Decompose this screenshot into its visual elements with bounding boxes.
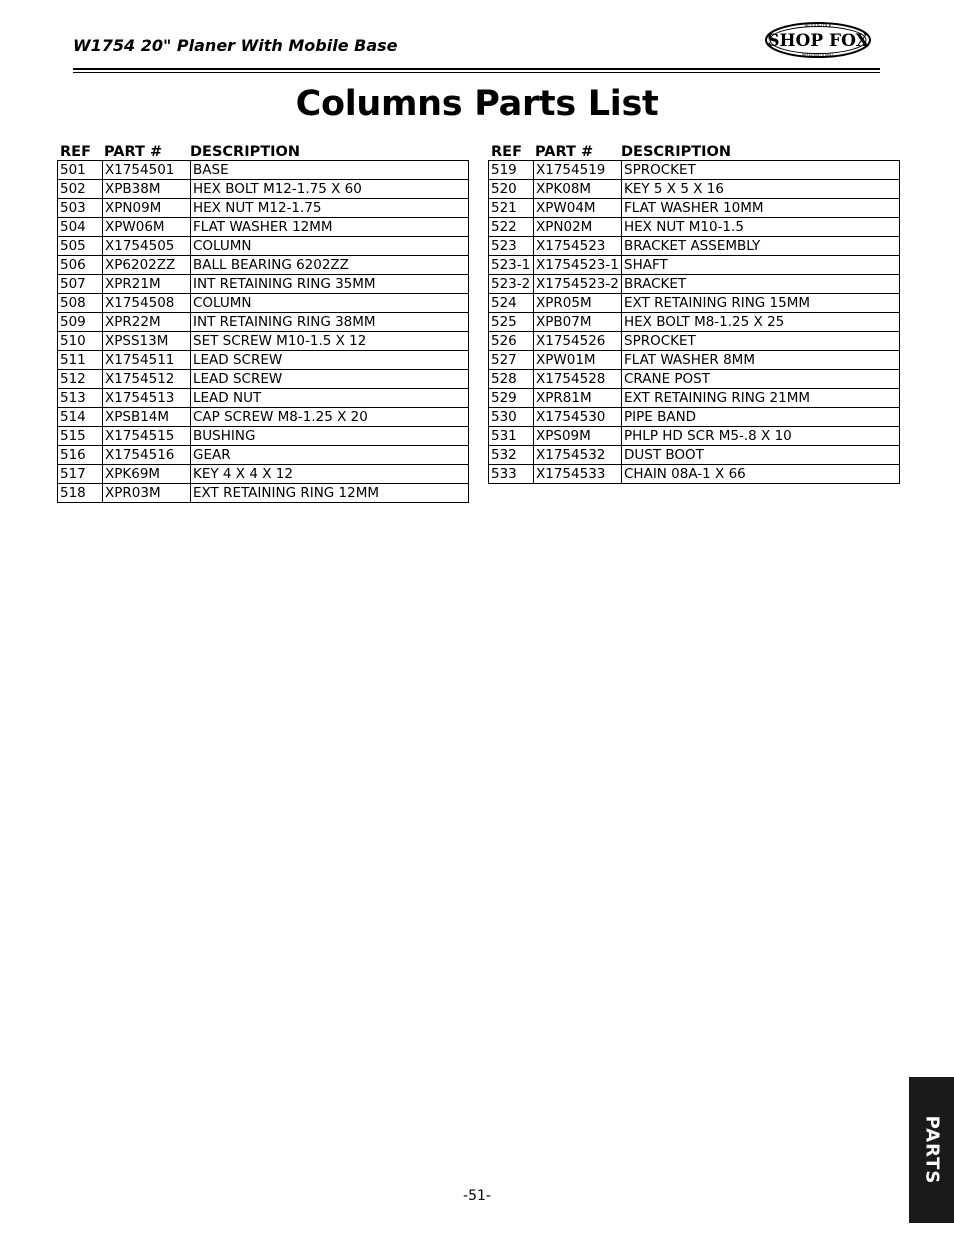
cell-ref: 528 xyxy=(489,370,534,389)
cell-desc: FLAT WASHER 8MM xyxy=(622,351,900,370)
table-body xyxy=(489,161,900,484)
cell-part: XPN02M xyxy=(534,218,622,237)
cell-ref: 502 xyxy=(58,180,103,199)
cell-part: X1754523-1 xyxy=(534,256,622,275)
table-row xyxy=(58,218,469,237)
table-row xyxy=(58,446,469,465)
table-row xyxy=(58,408,469,427)
cell-ref: 512 xyxy=(58,370,103,389)
cell-desc: COLUMN xyxy=(191,294,469,313)
cell-desc: LEAD SCREW xyxy=(191,351,469,370)
cell-desc: HEX BOLT M12-1.75 X 60 xyxy=(191,180,469,199)
cell-part: XPN09M xyxy=(103,199,191,218)
table-body xyxy=(58,161,469,503)
cell-part: XPR03M xyxy=(103,484,191,503)
cell-ref: 526 xyxy=(489,332,534,351)
cell-desc: FLAT WASHER 10MM xyxy=(622,199,900,218)
logo-small-bottom: INTERNATIONAL xyxy=(801,53,835,58)
cell-desc: SHAFT xyxy=(622,256,900,275)
cell-part: XPW04M xyxy=(534,199,622,218)
table-row xyxy=(489,294,900,313)
table-row xyxy=(489,218,900,237)
cell-part: X1754508 xyxy=(103,294,191,313)
parts-table-right xyxy=(488,140,900,484)
table-row xyxy=(489,199,900,218)
cell-desc: HEX NUT M12-1.75 xyxy=(191,199,469,218)
cell-desc: BASE xyxy=(191,161,469,180)
cell-ref: 530 xyxy=(489,408,534,427)
table-header xyxy=(57,140,469,160)
cell-ref: 503 xyxy=(58,199,103,218)
cell-ref: 514 xyxy=(58,408,103,427)
cell-ref: 529 xyxy=(489,389,534,408)
cell-desc: INT RETAINING RING 35MM xyxy=(191,275,469,294)
table-row xyxy=(58,427,469,446)
cell-desc: EXT RETAINING RING 21MM xyxy=(622,389,900,408)
cell-part: XPB07M xyxy=(534,313,622,332)
cell-desc: BRACKET ASSEMBLY xyxy=(622,237,900,256)
cell-part: X1754512 xyxy=(103,370,191,389)
table-row xyxy=(58,351,469,370)
cell-part: XPR22M xyxy=(103,313,191,332)
cell-desc: HEX NUT M10-1.5 xyxy=(622,218,900,237)
cell-part: XPR81M xyxy=(534,389,622,408)
cell-ref: 523 xyxy=(489,237,534,256)
cell-desc: BUSHING xyxy=(191,427,469,446)
cell-part: XPR05M xyxy=(534,294,622,313)
cell-ref: 511 xyxy=(58,351,103,370)
header-rule-thin xyxy=(73,72,880,73)
cell-ref: 524 xyxy=(489,294,534,313)
cell-desc: GEAR xyxy=(191,446,469,465)
header-rule xyxy=(73,68,880,70)
shop-fox-logo xyxy=(764,20,872,60)
col-ref-header: REF xyxy=(60,144,91,160)
cell-part: XPB38M xyxy=(103,180,191,199)
cell-desc: COLUMN xyxy=(191,237,469,256)
table-row xyxy=(58,180,469,199)
document-title: W1754 20" Planer With Mobile Base xyxy=(73,36,398,55)
table-row xyxy=(58,237,469,256)
table-row xyxy=(489,161,900,180)
table-row xyxy=(58,199,469,218)
page-title: Columns Parts List xyxy=(295,84,659,124)
col-part-header: PART # xyxy=(104,144,163,160)
cell-part: X1754530 xyxy=(534,408,622,427)
col-part-header: PART # xyxy=(535,144,594,160)
cell-ref: 531 xyxy=(489,427,534,446)
cell-desc: PIPE BAND xyxy=(622,408,900,427)
cell-desc: HEX BOLT M8-1.25 X 25 xyxy=(622,313,900,332)
col-desc-header: DESCRIPTION xyxy=(621,144,731,160)
cell-part: X1754533 xyxy=(534,465,622,484)
logo-text: SHOP FOX xyxy=(767,31,869,51)
cell-part: X1754523-2 xyxy=(534,275,622,294)
cell-part: XPK08M xyxy=(534,180,622,199)
table-row xyxy=(489,408,900,427)
cell-part: X1754513 xyxy=(103,389,191,408)
table-row xyxy=(489,275,900,294)
cell-part: XPSB14M xyxy=(103,408,191,427)
table-row xyxy=(58,465,469,484)
table-row xyxy=(489,370,900,389)
cell-desc: KEY 5 X 5 X 16 xyxy=(622,180,900,199)
cell-ref: 508 xyxy=(58,294,103,313)
cell-desc: SET SCREW M10-1.5 X 12 xyxy=(191,332,469,351)
cell-desc: CAP SCREW M8-1.25 X 20 xyxy=(191,408,469,427)
cell-ref: 533 xyxy=(489,465,534,484)
cell-part: X1754523 xyxy=(534,237,622,256)
cell-part: X1754511 xyxy=(103,351,191,370)
table-row xyxy=(58,161,469,180)
cell-part: X1754528 xyxy=(534,370,622,389)
cell-part: X1754532 xyxy=(534,446,622,465)
cell-desc: BRACKET xyxy=(622,275,900,294)
cell-desc: DUST BOOT xyxy=(622,446,900,465)
table-row xyxy=(489,332,900,351)
cell-ref: 501 xyxy=(58,161,103,180)
cell-ref: 518 xyxy=(58,484,103,503)
cell-desc: CHAIN 08A-1 X 66 xyxy=(622,465,900,484)
table-row xyxy=(489,351,900,370)
table-row xyxy=(489,256,900,275)
cell-part: X1754526 xyxy=(534,332,622,351)
table-row xyxy=(489,237,900,256)
table-row xyxy=(58,313,469,332)
table-header xyxy=(488,140,900,160)
cell-ref: 504 xyxy=(58,218,103,237)
table-row xyxy=(489,446,900,465)
cell-ref: 506 xyxy=(58,256,103,275)
cell-part: XPR21M xyxy=(103,275,191,294)
cell-desc: EXT RETAINING RING 12MM xyxy=(191,484,469,503)
cell-ref: 515 xyxy=(58,427,103,446)
table-row xyxy=(489,465,900,484)
table-row xyxy=(489,180,900,199)
table-row xyxy=(58,256,469,275)
table-row xyxy=(58,332,469,351)
cell-desc: PHLP HD SCR M5-.8 X 10 xyxy=(622,427,900,446)
table-row xyxy=(489,313,900,332)
page-number: -51- xyxy=(463,1188,491,1204)
cell-desc: KEY 4 X 4 X 12 xyxy=(191,465,469,484)
cell-ref: 532 xyxy=(489,446,534,465)
table-row xyxy=(58,484,469,503)
cell-ref: 516 xyxy=(58,446,103,465)
cell-desc: SPROCKET xyxy=(622,161,900,180)
cell-ref: 523-1 xyxy=(489,256,534,275)
cell-ref: 523-2 xyxy=(489,275,534,294)
cell-part: XPSS13M xyxy=(103,332,191,351)
cell-ref: 509 xyxy=(58,313,103,332)
parts-table-left xyxy=(57,140,469,503)
cell-ref: 513 xyxy=(58,389,103,408)
cell-desc: EXT RETAINING RING 15MM xyxy=(622,294,900,313)
cell-part: X1754501 xyxy=(103,161,191,180)
cell-part: XPK69M xyxy=(103,465,191,484)
logo-small-top: WOODSTOCK xyxy=(804,23,832,28)
cell-desc: CRANE POST xyxy=(622,370,900,389)
cell-desc: SPROCKET xyxy=(622,332,900,351)
table-row xyxy=(489,389,900,408)
cell-part: XP6202ZZ xyxy=(103,256,191,275)
col-desc-header: DESCRIPTION xyxy=(190,144,300,160)
cell-ref: 507 xyxy=(58,275,103,294)
cell-ref: 505 xyxy=(58,237,103,256)
cell-ref: 517 xyxy=(58,465,103,484)
table-row xyxy=(58,370,469,389)
cell-part: XPW06M xyxy=(103,218,191,237)
col-ref-header: REF xyxy=(491,144,522,160)
side-tab-label: PARTS xyxy=(921,1115,942,1185)
cell-desc: FLAT WASHER 12MM xyxy=(191,218,469,237)
cell-ref: 519 xyxy=(489,161,534,180)
cell-part: XPW01M xyxy=(534,351,622,370)
cell-ref: 520 xyxy=(489,180,534,199)
cell-ref: 527 xyxy=(489,351,534,370)
cell-desc: LEAD NUT xyxy=(191,389,469,408)
cell-desc: INT RETAINING RING 38MM xyxy=(191,313,469,332)
cell-ref: 525 xyxy=(489,313,534,332)
cell-part: X1754515 xyxy=(103,427,191,446)
cell-ref: 521 xyxy=(489,199,534,218)
cell-desc: BALL BEARING 6202ZZ xyxy=(191,256,469,275)
cell-ref: 510 xyxy=(58,332,103,351)
cell-ref: 522 xyxy=(489,218,534,237)
table-row xyxy=(58,294,469,313)
cell-desc: LEAD SCREW xyxy=(191,370,469,389)
table-row xyxy=(58,389,469,408)
cell-part: X1754505 xyxy=(103,237,191,256)
cell-part: X1754519 xyxy=(534,161,622,180)
cell-part: X1754516 xyxy=(103,446,191,465)
cell-part: XPS09M xyxy=(534,427,622,446)
table-row xyxy=(489,427,900,446)
table-row xyxy=(58,275,469,294)
